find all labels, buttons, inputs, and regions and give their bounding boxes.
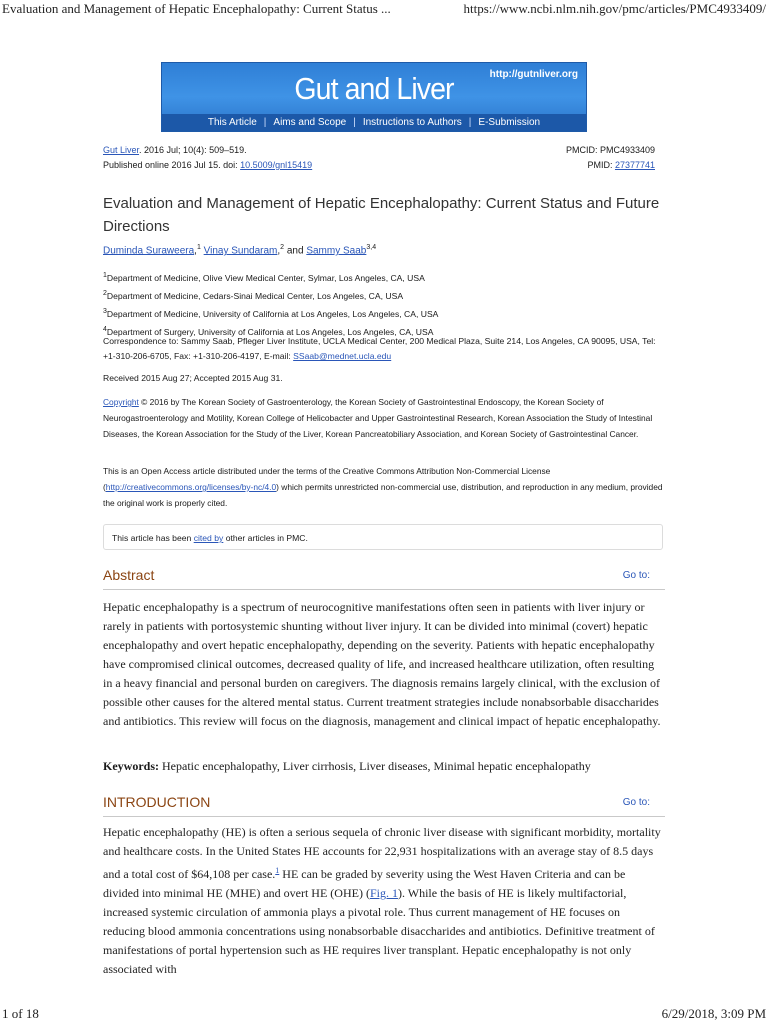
author-affil-ref: 1 (196, 244, 201, 251)
affiliation-item (103, 286, 438, 304)
published-label: Published online 2016 Jul 15. doi: (103, 160, 241, 170)
intro-text-1: Hepatic encephalopathy (HE) is often a serious sequela of chronic liver disease with significant morbidity, mortality and healthcare costs. In the United States HE accounts for 22,931 hospitalizations with an average stay of 8.5 days and a total cost of $64,108 per case. (103, 825, 661, 881)
abstract-goto-link[interactable]: Go to: (622, 570, 650, 581)
author-link[interactable]: Duminda Suraweera (103, 245, 195, 257)
journal-banner (161, 62, 587, 132)
correspondence (103, 334, 668, 364)
affiliation-item (103, 304, 438, 322)
copyright-notice (103, 394, 668, 442)
citation-info (103, 143, 312, 173)
copyright-text: © 2016 by The Korean Society of Gastroenterology, the Korean Society of Gastrointestinal Endoscopy, the Korean Society of Neurogastroenterology and Motility, Korean College of Helicobacter and Upper Gastrointestinal Research, Korean Association the Study of Intestinal Diseases, the Korean Association for the Study of the Liver, Korean Pancreatobiliary Association, and Korean Society of Gastrointestinal Cancer. (103, 397, 653, 439)
affiliations (103, 268, 438, 339)
author-link[interactable]: Vinay Sundaram (203, 245, 278, 257)
author-separator: , (194, 245, 197, 257)
nav-separator: | (353, 117, 356, 128)
pmid-label: PMID: (587, 160, 615, 170)
affil-text: Department of Surgery, University of California at Los Angeles, Los Angeles, CA, USA (106, 326, 434, 337)
affil-text: Department of Medicine, Cedars-Sinai Medical Center, Los Angeles, CA, USA (106, 290, 404, 301)
nav-this-article[interactable]: This Article (207, 117, 257, 128)
journal-logo-title: Gut and Liver (294, 71, 454, 106)
introduction-heading: INTRODUCTION (103, 794, 211, 810)
nav-esubmission[interactable]: E-Submission (478, 117, 541, 128)
print-header-url: https://www.ncbi.nlm.nih.gov/pmc/articles/PMC4933409/ (463, 1, 766, 16)
cited-by-link[interactable]: cited by (193, 533, 224, 543)
abstract-heading: Abstract (103, 567, 155, 583)
correspondence-text: Correspondence to: Sammy Saab, Pfleger Liver Institute, UCLA Medical Center, 200 Medical Plaza, Suite 214, Los Angeles, CA 90095, USA, Tel: +1-310-206-6705, Fax: +1-310-206-4197, E-mail: (103, 336, 656, 361)
introduction-header (103, 794, 665, 817)
author-conjunction: and (286, 245, 304, 257)
affil-num: 1 (103, 272, 107, 279)
print-date: 6/29/2018, 3:09 PM (661, 1006, 766, 1021)
nav-instructions[interactable]: Instructions to Authors (362, 117, 462, 128)
figure-link[interactable]: Fig. 1 (369, 886, 398, 900)
author-affil-ref: 3,4 (366, 244, 377, 251)
email-link[interactable]: SSaab@mednet.ucla.edu (293, 351, 392, 361)
intro-text-2: HE can be graded by severity using the West Haven Criteria and can be divided into minimal HE (MHE) and overt HE (OHE) ( (103, 867, 626, 900)
copyright-link[interactable]: Copyright (103, 397, 139, 407)
pmcid: PMCID: PMC4933409 (565, 145, 655, 155)
author-link[interactable]: Sammy Saab (306, 245, 367, 257)
affil-num: 2 (103, 289, 107, 297)
affiliation-item (103, 268, 438, 286)
abstract-text: Hepatic encephalopathy is a spectrum of neurocognitive manifestations often seen in patients with liver injury or rarely in patients with portosystemic shunting without liver injury. It can be divided into minimal (covert) hepatic encephalopathy and overt hepatic encephalopathy, depending on the severity. Patients with hepatic encephalopathy have compromised clinical outcomes, decreased quality of life, and increased healthcare utilization, often resulting in a heavy financial and personal burden on caregivers. The diagnosis remains largely clinical, with the exclusion of possible other causes for the altered mental status. Current treatment strategies include nonabsorbable disaccharides and antibiotics. This review will focus on the diagnosis, management and clinical impact of hepatic encephalopathy. (103, 600, 661, 728)
affil-num: 3 (103, 307, 107, 315)
keywords-list: Hepatic encephalopathy, Liver cirrhosis, Liver diseases, Minimal hepatic encephalopathy (159, 759, 591, 773)
article-ids (566, 143, 655, 173)
article-title: Evaluation and Management of Hepatic Encephalopathy: Current Status and Future Directions (103, 195, 660, 235)
author-list (103, 244, 376, 256)
keywords-label: Keywords: (103, 759, 159, 773)
page-number: 1 of 18 (2, 1006, 39, 1021)
citation-details: . 2016 Jul; 10(4): 509–519. (139, 145, 247, 155)
author-affil-ref: 2 (280, 244, 285, 251)
affil-num: 4 (103, 325, 107, 333)
print-header-title: Evaluation and Management of Hepatic Encephalopathy: Current Status ... (2, 1, 391, 16)
nav-separator: | (468, 117, 472, 128)
license-text-post: ) which permits unrestricted non-commercial use, distribution, and reproduction in any medium, provided the original work is properly cited. (103, 482, 663, 508)
received-dates: Received 2015 Aug 27; Accepted 2015 Aug 31. (103, 373, 283, 383)
print-header (0, 0, 768, 18)
cited-text-post: other articles in PMC. (223, 533, 308, 543)
license-text-pre: This is an Open Access article distributed under the terms of the Creative Commons Attribution Non-Commercial License ( (103, 466, 551, 492)
pmid-link[interactable]: 27377741 (614, 160, 655, 170)
keywords (103, 759, 591, 774)
cited-by-box (103, 524, 663, 550)
author-separator: , (277, 245, 281, 257)
introduction-text (103, 823, 663, 979)
license-notice (103, 463, 668, 511)
journal-nav (162, 114, 586, 131)
journal-link[interactable]: Gut Liver (103, 145, 140, 155)
journal-url[interactable]: http://gutnliver.org (489, 69, 578, 80)
reference-link[interactable]: 1 (275, 866, 280, 875)
license-link[interactable]: http://creativecommons.org/licenses/by-nc/4.0 (105, 482, 277, 492)
affil-text: Department of Medicine, University of California at Los Angeles, Los Angeles, CA, USA (106, 308, 439, 319)
cited-text-pre: This article has been (112, 533, 194, 543)
intro-text-3: ). While the basis of HE is likely multifactorial, increased systemic circulation of ammonia plays a pivotal role. Thus current management of HE focuses on reducing blood ammonia concentrations using nonabsorbable disaccharides and antibiotics. Definitive treatment of manifestations of portal hypertension such as HE requires liver transplant. Hepatic encephalopathy is not only associated with (103, 886, 655, 976)
abstract-header (103, 567, 665, 590)
doi-link[interactable]: 10.5009/gnl15419 (240, 160, 313, 170)
print-footer (0, 1004, 768, 1024)
nav-separator: | (263, 117, 267, 128)
nav-aims-scope[interactable]: Aims and Scope (273, 117, 347, 128)
affil-text: Department of Medicine, Olive View Medical Center, Sylmar, Los Angeles, CA, USA (106, 272, 425, 283)
introduction-goto-link[interactable]: Go to: (622, 797, 650, 808)
